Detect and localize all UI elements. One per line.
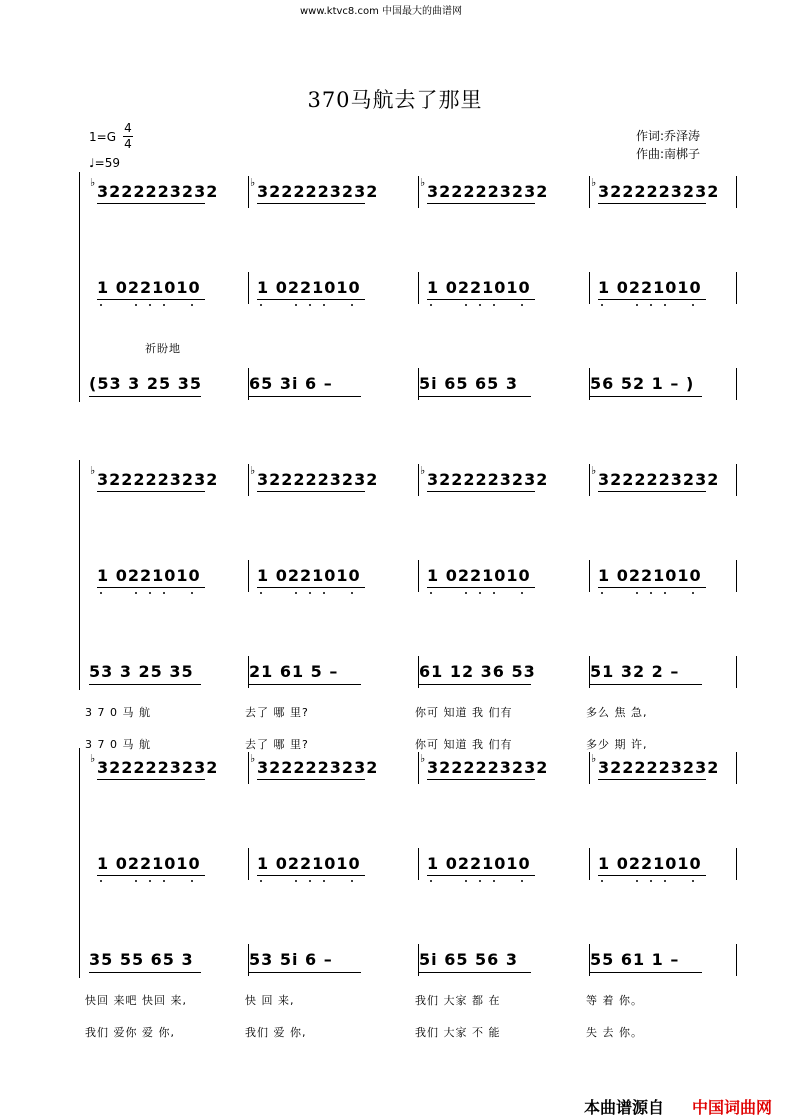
beam-line xyxy=(97,299,205,300)
octave-dot xyxy=(650,880,652,882)
flat-sign: ♭ xyxy=(90,176,96,189)
bar-line xyxy=(736,560,737,592)
bar-line xyxy=(589,176,590,208)
bar-line xyxy=(248,272,249,304)
octave-dot xyxy=(100,592,102,594)
octave-dot xyxy=(521,304,523,306)
perc-row-2: 1 0221010 xyxy=(598,854,702,873)
perc-row-2: 1 0221010 xyxy=(97,566,201,585)
perc-row-2: 1 0221010 xyxy=(97,854,201,873)
melody-measure: 35 55 65 3 xyxy=(89,950,194,969)
system-left-line xyxy=(79,460,80,690)
melody-measure: 5i 65 56 3 xyxy=(419,950,518,969)
octave-dot xyxy=(135,592,137,594)
bar-line xyxy=(589,752,590,784)
flat-sign: ♭ xyxy=(420,176,426,189)
beam-line xyxy=(590,684,702,685)
octave-dot xyxy=(692,304,694,306)
beam-line xyxy=(590,972,702,973)
composer-credit: 作曲:南梆子 xyxy=(636,147,701,161)
octave-dot xyxy=(295,304,297,306)
octave-dot xyxy=(601,592,603,594)
octave-dot xyxy=(636,304,638,306)
octave-dot xyxy=(191,880,193,882)
bar-line xyxy=(248,560,249,592)
octave-dot xyxy=(636,592,638,594)
octave-dot xyxy=(191,304,193,306)
octave-dot xyxy=(650,304,652,306)
time-signature xyxy=(123,121,133,152)
octave-dot xyxy=(479,880,481,882)
octave-dot xyxy=(309,304,311,306)
perc-row-1: 3222223232 xyxy=(598,470,720,489)
octave-dot xyxy=(521,592,523,594)
system-left-line xyxy=(79,748,80,978)
bar-line xyxy=(736,368,737,400)
beam-line xyxy=(427,203,535,204)
perc-row-1: 3222223232 xyxy=(598,182,720,201)
lyric-line-2: 3 7 0 马 航 xyxy=(85,738,151,751)
beam-line xyxy=(427,875,535,876)
beam-line xyxy=(419,972,531,973)
melody-measure: 21 61 5 – xyxy=(249,662,339,681)
bar-line xyxy=(418,560,419,592)
lyric-line-1: 我们 大家 都 在 xyxy=(415,994,501,1007)
bar-line xyxy=(589,560,590,592)
perc-row-2: 1 0221010 xyxy=(598,278,702,297)
octave-dot xyxy=(430,304,432,306)
lyric-line-2: 去了 哪 里? xyxy=(245,738,309,751)
beam-line xyxy=(249,684,361,685)
perc-row-2: 1 0221010 xyxy=(427,278,531,297)
footer-source-label: 本曲谱源自 xyxy=(584,1098,665,1117)
melody-measure: 51 32 2 – xyxy=(590,662,680,681)
octave-dot xyxy=(260,304,262,306)
perc-row-2: 1 0221010 xyxy=(427,854,531,873)
perc-row-1: 3222223232 xyxy=(598,758,720,777)
bar-line xyxy=(248,752,249,784)
beam-line xyxy=(598,491,706,492)
beam-line xyxy=(419,396,531,397)
octave-dot xyxy=(479,592,481,594)
beam-line xyxy=(97,491,205,492)
beam-line xyxy=(598,875,706,876)
octave-dot xyxy=(465,304,467,306)
octave-dot xyxy=(163,880,165,882)
octave-dot xyxy=(692,592,694,594)
melody-measure: 55 61 1 – xyxy=(590,950,680,969)
beam-line xyxy=(249,396,361,397)
beam-line xyxy=(427,587,535,588)
beam-line xyxy=(257,587,365,588)
perc-row-2: 1 0221010 xyxy=(97,278,201,297)
perc-row-1: 3222223232 xyxy=(97,182,219,201)
octave-dot xyxy=(430,880,432,882)
bar-line xyxy=(418,464,419,496)
octave-dot xyxy=(149,592,151,594)
beam-line xyxy=(97,875,205,876)
flat-sign: ♭ xyxy=(90,752,96,765)
beam-line xyxy=(257,779,365,780)
bar-line xyxy=(248,464,249,496)
octave-dot xyxy=(692,880,694,882)
song-title: 370马航去了那里 xyxy=(307,88,483,112)
melody-measure: (53 3 25 35 xyxy=(89,374,202,393)
perc-row-1: 3222223232 xyxy=(97,470,219,489)
octave-dot xyxy=(521,880,523,882)
perc-row-1: 3222223232 xyxy=(257,470,379,489)
octave-dot xyxy=(650,592,652,594)
time-top: 4 xyxy=(124,121,132,135)
site-header: www.ktvc8.com 中国最大的曲谱网 xyxy=(300,6,463,17)
flat-sign: ♭ xyxy=(420,464,426,477)
flat-sign: ♭ xyxy=(250,464,256,477)
octave-dot xyxy=(351,880,353,882)
flat-sign: ♭ xyxy=(250,176,256,189)
octave-dot xyxy=(260,880,262,882)
octave-dot xyxy=(149,880,151,882)
octave-dot xyxy=(664,592,666,594)
beam-line xyxy=(97,779,205,780)
bar-line xyxy=(248,848,249,880)
bar-line xyxy=(736,752,737,784)
octave-dot xyxy=(636,880,638,882)
bar-line xyxy=(589,464,590,496)
beam-line xyxy=(89,396,201,397)
perc-row-2: 1 0221010 xyxy=(257,854,361,873)
lyric-line-2: 多少 期 许, xyxy=(586,738,648,751)
melody-measure: 56 52 1 – ) xyxy=(590,374,695,393)
lyric-line-1: 3 7 0 马 航 xyxy=(85,706,151,719)
beam-line xyxy=(590,396,702,397)
flat-sign: ♭ xyxy=(420,752,426,765)
beam-line xyxy=(427,779,535,780)
perc-row-1: 3222223232 xyxy=(427,182,549,201)
beam-line xyxy=(427,299,535,300)
bar-line xyxy=(736,464,737,496)
octave-dot xyxy=(149,304,151,306)
tempo-mark: ♩=59 xyxy=(89,156,120,170)
octave-dot xyxy=(664,304,666,306)
lyric-line-2: 我们 大家 不 能 xyxy=(415,1026,501,1039)
octave-dot xyxy=(323,880,325,882)
lyric-line-2: 失 去 你。 xyxy=(586,1026,643,1039)
beam-line xyxy=(97,587,205,588)
flat-sign: ♭ xyxy=(591,464,597,477)
flat-sign: ♭ xyxy=(250,752,256,765)
beam-line xyxy=(257,875,365,876)
beam-line xyxy=(257,203,365,204)
time-bottom: 4 xyxy=(124,137,132,151)
bar-line xyxy=(589,272,590,304)
lyric-line-1: 你可 知道 我 们有 xyxy=(415,706,513,719)
octave-dot xyxy=(664,880,666,882)
octave-dot xyxy=(100,880,102,882)
bar-line xyxy=(418,752,419,784)
octave-dot xyxy=(493,304,495,306)
beam-line xyxy=(598,587,706,588)
octave-dot xyxy=(351,304,353,306)
octave-dot xyxy=(163,304,165,306)
octave-dot xyxy=(135,880,137,882)
flat-sign: ♭ xyxy=(591,176,597,189)
key-signature: 1=G xyxy=(89,130,116,144)
bar-line xyxy=(418,176,419,208)
lyric-line-2: 我们 爱 你, xyxy=(245,1026,307,1039)
lyric-line-1: 去了 哪 里? xyxy=(245,706,309,719)
beam-line xyxy=(598,203,706,204)
octave-dot xyxy=(479,304,481,306)
lyric-line-2: 你可 知道 我 们有 xyxy=(415,738,513,751)
beam-line xyxy=(249,972,361,973)
octave-dot xyxy=(295,592,297,594)
perc-row-2: 1 0221010 xyxy=(427,566,531,585)
octave-dot xyxy=(323,304,325,306)
perc-row-1: 3222223232 xyxy=(97,758,219,777)
octave-dot xyxy=(493,592,495,594)
octave-dot xyxy=(601,880,603,882)
beam-line xyxy=(257,299,365,300)
bar-line xyxy=(248,176,249,208)
octave-dot xyxy=(135,304,137,306)
perc-row-1: 3222223232 xyxy=(427,470,549,489)
melody-measure: 65 3i 6 – xyxy=(249,374,333,393)
melody-measure: 61 12 36 53 xyxy=(419,662,536,681)
perc-row-1: 3222223232 xyxy=(257,758,379,777)
bar-line xyxy=(736,176,737,208)
melody-measure: 5i 65 65 3 xyxy=(419,374,518,393)
octave-dot xyxy=(430,592,432,594)
lyric-line-1: 等 着 你。 xyxy=(586,994,643,1007)
beam-line xyxy=(598,779,706,780)
octave-dot xyxy=(465,880,467,882)
lyric-line-1: 快 回 来, xyxy=(245,994,295,1007)
bar-line xyxy=(736,272,737,304)
melody-measure: 53 5i 6 – xyxy=(249,950,333,969)
lyric-line-1: 快回 来吧 快回 来, xyxy=(85,994,187,1007)
octave-dot xyxy=(295,880,297,882)
bar-line xyxy=(736,848,737,880)
bar-line xyxy=(589,848,590,880)
bar-line xyxy=(418,848,419,880)
melody-measure: 53 3 25 35 xyxy=(89,662,194,681)
melody-expression: 祈盼地 xyxy=(145,342,181,355)
beam-line xyxy=(89,972,201,973)
perc-row-2: 1 0221010 xyxy=(598,566,702,585)
octave-dot xyxy=(100,304,102,306)
lyricist-credit: 作词:乔泽涛 xyxy=(636,129,701,143)
beam-line xyxy=(257,491,365,492)
bar-line xyxy=(418,272,419,304)
system-left-line xyxy=(79,172,80,402)
beam-line xyxy=(427,491,535,492)
bar-line xyxy=(736,656,737,688)
octave-dot xyxy=(260,592,262,594)
perc-row-1: 3222223232 xyxy=(427,758,549,777)
octave-dot xyxy=(163,592,165,594)
bar-line xyxy=(736,944,737,976)
octave-dot xyxy=(601,304,603,306)
perc-row-2: 1 0221010 xyxy=(257,566,361,585)
octave-dot xyxy=(493,880,495,882)
beam-line xyxy=(89,684,201,685)
octave-dot xyxy=(323,592,325,594)
octave-dot xyxy=(465,592,467,594)
perc-row-1: 3222223232 xyxy=(257,182,379,201)
flat-sign: ♭ xyxy=(591,752,597,765)
octave-dot xyxy=(351,592,353,594)
beam-line xyxy=(598,299,706,300)
octave-dot xyxy=(191,592,193,594)
flat-sign: ♭ xyxy=(90,464,96,477)
lyric-line-2: 我们 爱你 爱 你, xyxy=(85,1026,175,1039)
lyric-line-1: 多么 焦 急, xyxy=(586,706,648,719)
octave-dot xyxy=(309,592,311,594)
beam-line xyxy=(97,203,205,204)
perc-row-2: 1 0221010 xyxy=(257,278,361,297)
beam-line xyxy=(419,684,531,685)
footer-site-name: 中国词曲网 xyxy=(692,1098,773,1117)
octave-dot xyxy=(309,880,311,882)
